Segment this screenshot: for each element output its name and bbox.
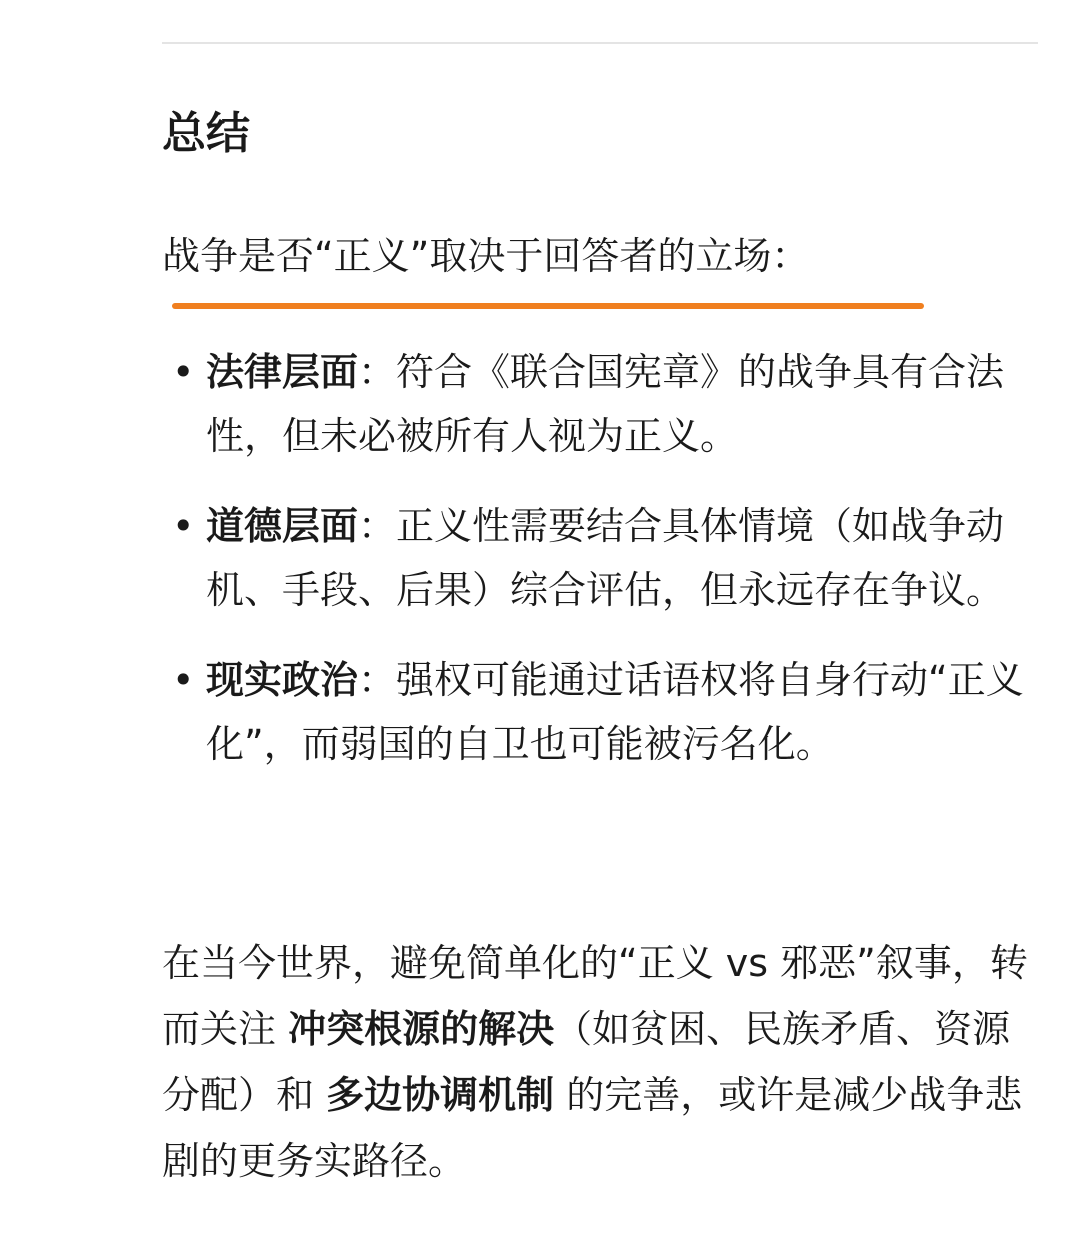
closing-emphasis: 冲突根源的解决 [288, 1007, 555, 1051]
top-divider [162, 42, 1038, 44]
closing-paragraph [162, 930, 1042, 1194]
point-text: 正义性需要结合具体情境（如战争动机、手段、后果）综合评估，但永远存在争议。 [206, 504, 1005, 612]
accent-underline [172, 303, 924, 309]
point-term: 道德层面 [206, 504, 359, 548]
bullet-icon: • [172, 350, 195, 394]
closing-text: （如贫困、民族矛盾、资源分配）和 [162, 1007, 1011, 1117]
bullet-icon: • [172, 658, 195, 702]
closing-text: 的完善，或许是减少战争悲剧的更务实路径。 [162, 1073, 1023, 1183]
intro-text: 战争是否“正义”取决于回答者的立场： [162, 234, 810, 278]
point-separator: ： [358, 504, 397, 548]
list-item-realpolitik [162, 648, 1042, 776]
point-term: 法律层面 [206, 350, 359, 394]
closing-text: 在当今世界，避免简单化的“正义 vs 邪恶”叙事，转而关注 [162, 941, 1028, 1051]
point-separator: ： [358, 350, 397, 394]
list-item-moral [162, 494, 1042, 622]
point-term: 现实政治 [206, 658, 359, 702]
closing-emphasis: 多边协调机制 [326, 1073, 555, 1117]
point-separator: ： [358, 658, 397, 702]
point-text: 符合《联合国宪章》的战争具有合法性，但未必被所有人视为正义。 [206, 350, 1005, 458]
list-item-legal [162, 340, 1042, 468]
bullet-icon: • [172, 504, 195, 548]
point-list [162, 340, 1042, 802]
section-heading: 总结 [162, 108, 250, 159]
point-text: 强权可能通过话语权将自身行动“正义化”，而弱国的自卫也可能被污名化。 [206, 658, 1024, 766]
